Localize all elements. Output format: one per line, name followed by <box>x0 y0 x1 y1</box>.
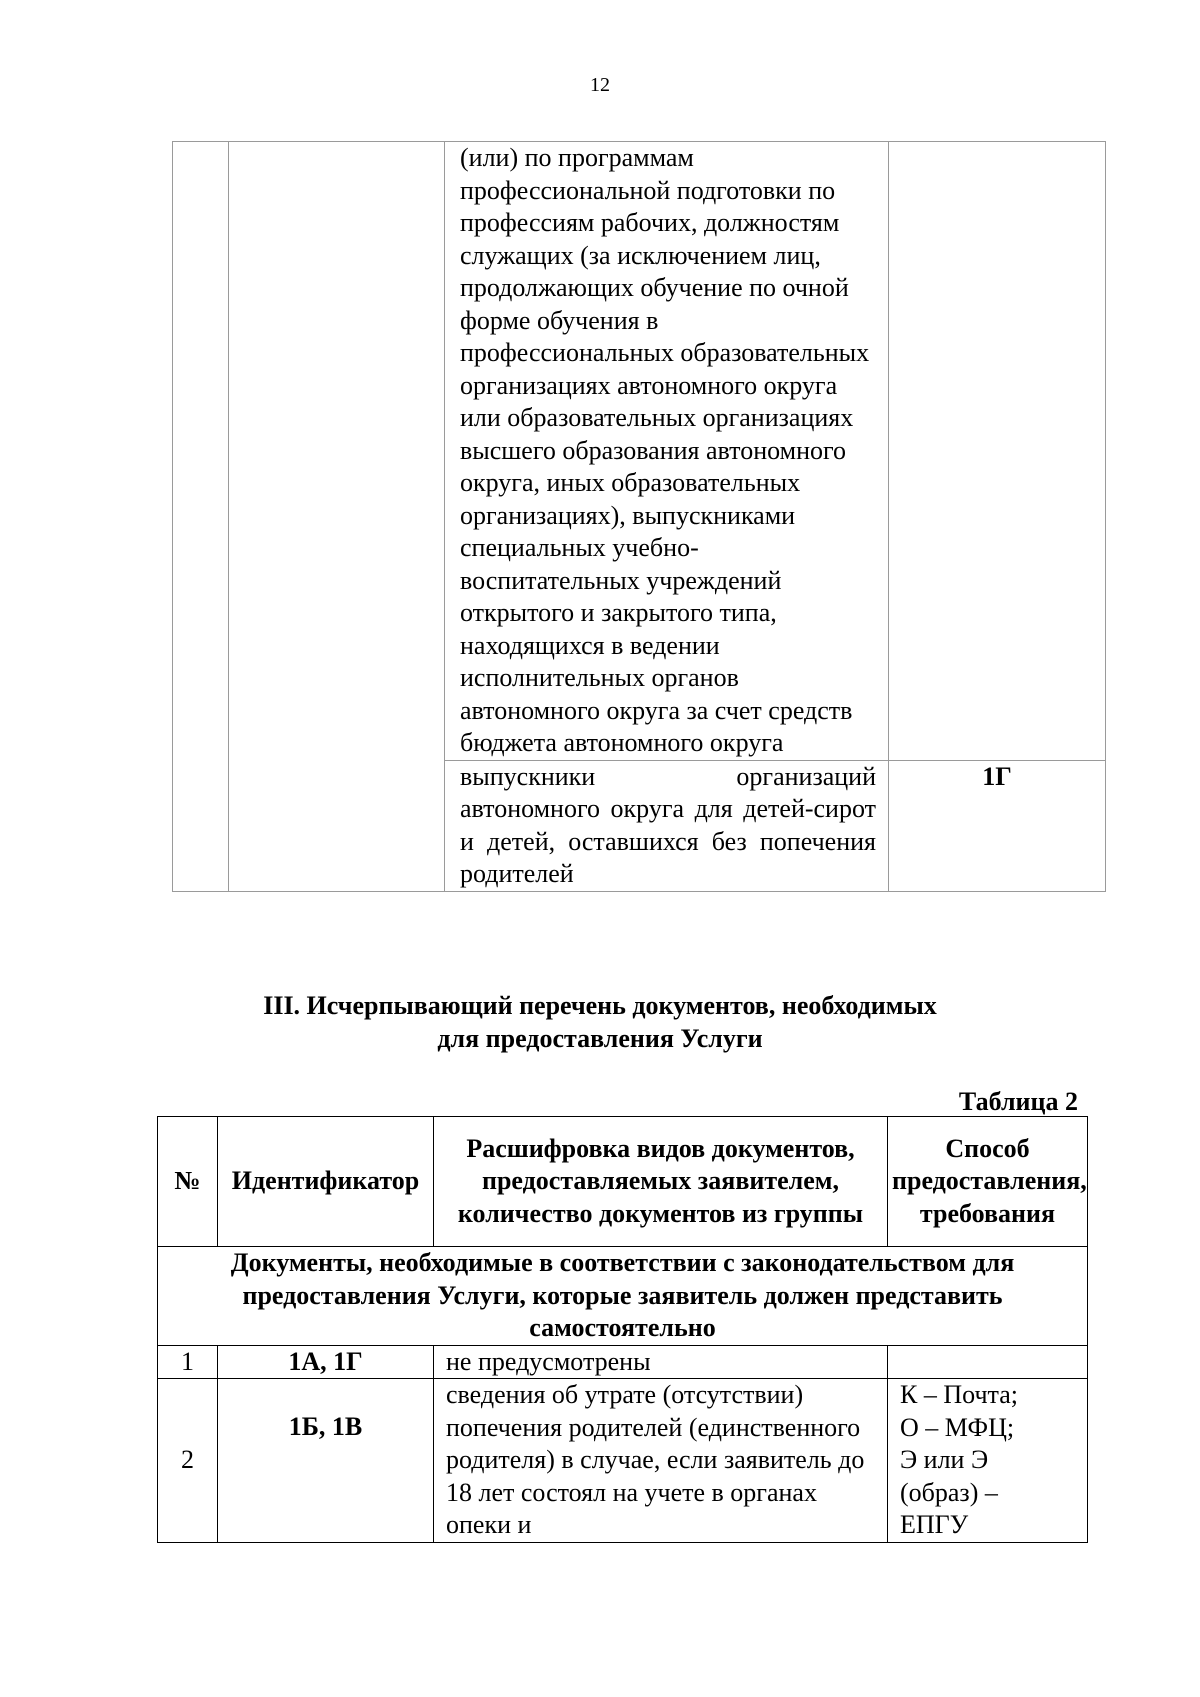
row-num: 2 <box>158 1379 218 1543</box>
section-row <box>158 1247 1088 1346</box>
method-line: О – МФЦ; <box>900 1412 1015 1442</box>
continuation-table <box>172 141 1106 892</box>
row-description: сведения об утрате (отсутствии) попечения родителей (единственного родителя) в случае, если заявитель до 18 лет состоял на учете в органах опеки и <box>434 1379 888 1543</box>
row-num: 1 <box>158 1345 218 1379</box>
section-heading-line: для предоставления Услуги <box>437 1023 763 1053</box>
section-title: Документы, необходимые в соответствии с законодательством для предоставления Услуги, которые заявитель должен представить самостоятельно <box>158 1247 1088 1346</box>
row-method <box>888 1379 1088 1543</box>
row-description: не предусмотрены <box>434 1345 888 1379</box>
row-method <box>888 1345 1088 1379</box>
table-row <box>173 142 1106 761</box>
category-description: (или) по программам профессиональной подготовки по профессиям рабочих, должностям служащих (за исключением лиц, продолжающих обучение по очной форме обучения в профессиональных образовательных организациях автономного округа или образовательных организациях высшего образования автономного округа, иных образовательных организациях), выпускниками специальных учебно-воспитательных учреждений открытого и закрытого типа, находящихся в ведении исполнительных органов автономного округа за счет средств бюджета автономного округа <box>460 143 870 757</box>
category-description: выпускники организаций автономного округа для детей-сирот и детей, оставшихся без попечения родителей <box>460 761 876 888</box>
table-label: Таблица 2 <box>958 1087 1078 1116</box>
method-line: ЕПГУ <box>900 1510 969 1539</box>
table-cell <box>445 142 889 761</box>
section-heading <box>0 990 1200 1055</box>
row-identifier: 1А, 1Г <box>218 1345 434 1379</box>
category-code: 1Г <box>982 761 1012 791</box>
table-row <box>158 1345 1088 1379</box>
header-identifier: Идентификатор <box>218 1117 434 1247</box>
header-method: Способ предоставления, требования <box>888 1117 1088 1247</box>
table-header-row <box>158 1117 1088 1247</box>
table-cell <box>889 142 1106 761</box>
table-row <box>158 1379 1088 1543</box>
table-cell <box>173 142 229 892</box>
table-cell <box>229 142 445 892</box>
row-identifier: 1Б, 1В <box>218 1379 434 1543</box>
header-num: № <box>158 1117 218 1247</box>
method-line: (образ) – <box>900 1477 998 1507</box>
table-cell <box>889 760 1106 891</box>
method-line: Э или Э <box>900 1445 989 1474</box>
section-heading-line: III. Исчерпывающий перечень документов, необходимых <box>263 991 937 1020</box>
table-cell <box>445 760 889 891</box>
page-number: 12 <box>590 74 610 96</box>
documents-table <box>157 1116 1088 1543</box>
header-description: Расшифровка видов документов, предоставляемых заявителем, количество документов из группы <box>434 1117 888 1247</box>
method-line: К – Почта; <box>900 1380 1018 1409</box>
